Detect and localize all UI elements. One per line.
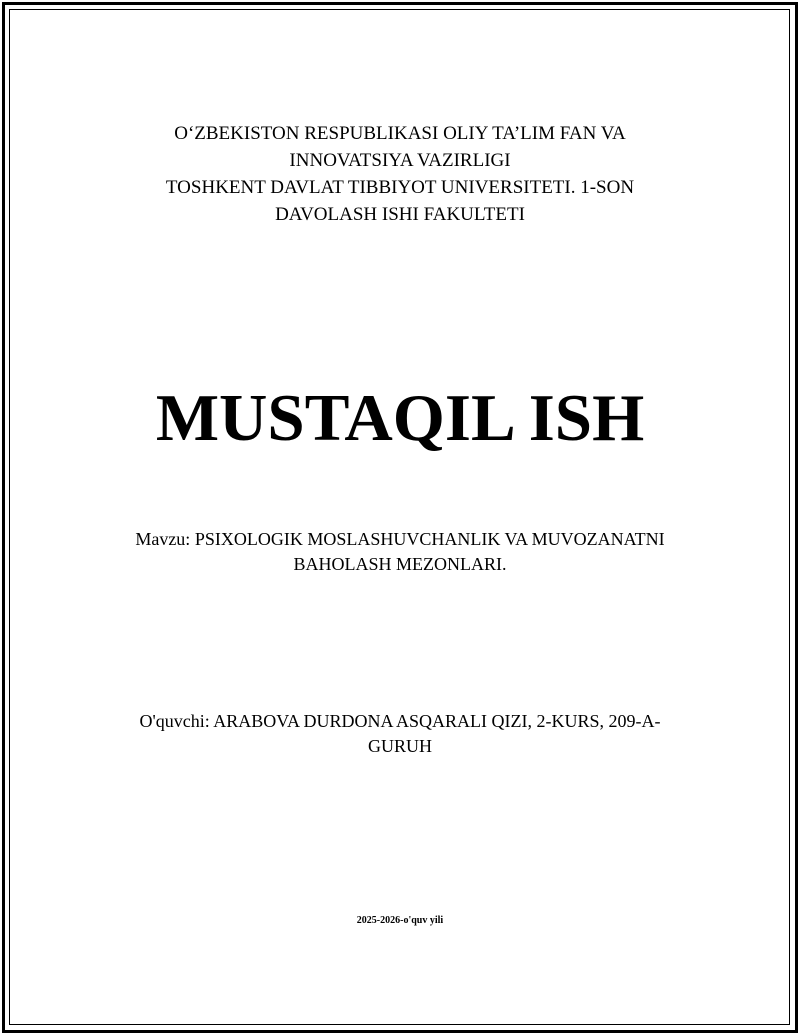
subject-line-2: BAHOLASH MEZONLARI.: [293, 554, 507, 574]
header-line-faculty: DAVOLASH ISHI FAKULTETI: [275, 204, 525, 225]
student-line-1: O'quvchi: ARABOVA DURDONA ASQARALI QIZI, 2-KURS, 209-A-: [139, 711, 661, 731]
header-line-ministry-cont: INNOVATSIYA VAZIRLIGI: [289, 150, 511, 171]
academic-year: 2025-2026-o'quv yili: [356, 915, 444, 926]
document-title: MUSTAQIL ISH: [155, 381, 645, 455]
student-line-2: GURUH: [367, 736, 432, 756]
header-line-ministry: O‘ZBEKISTON RESPUBLIKASI OLIY TA’LIM FAN VA: [174, 123, 626, 144]
header-line-university: TOSHKENT DAVLAT TIBBIYOT UNIVERSITETI. 1-SON: [165, 177, 635, 198]
subject-line-1: Mavzu: PSIXOLOGIK MOSLASHUVCHANLIK VA MUVOZANATNI: [135, 529, 665, 549]
